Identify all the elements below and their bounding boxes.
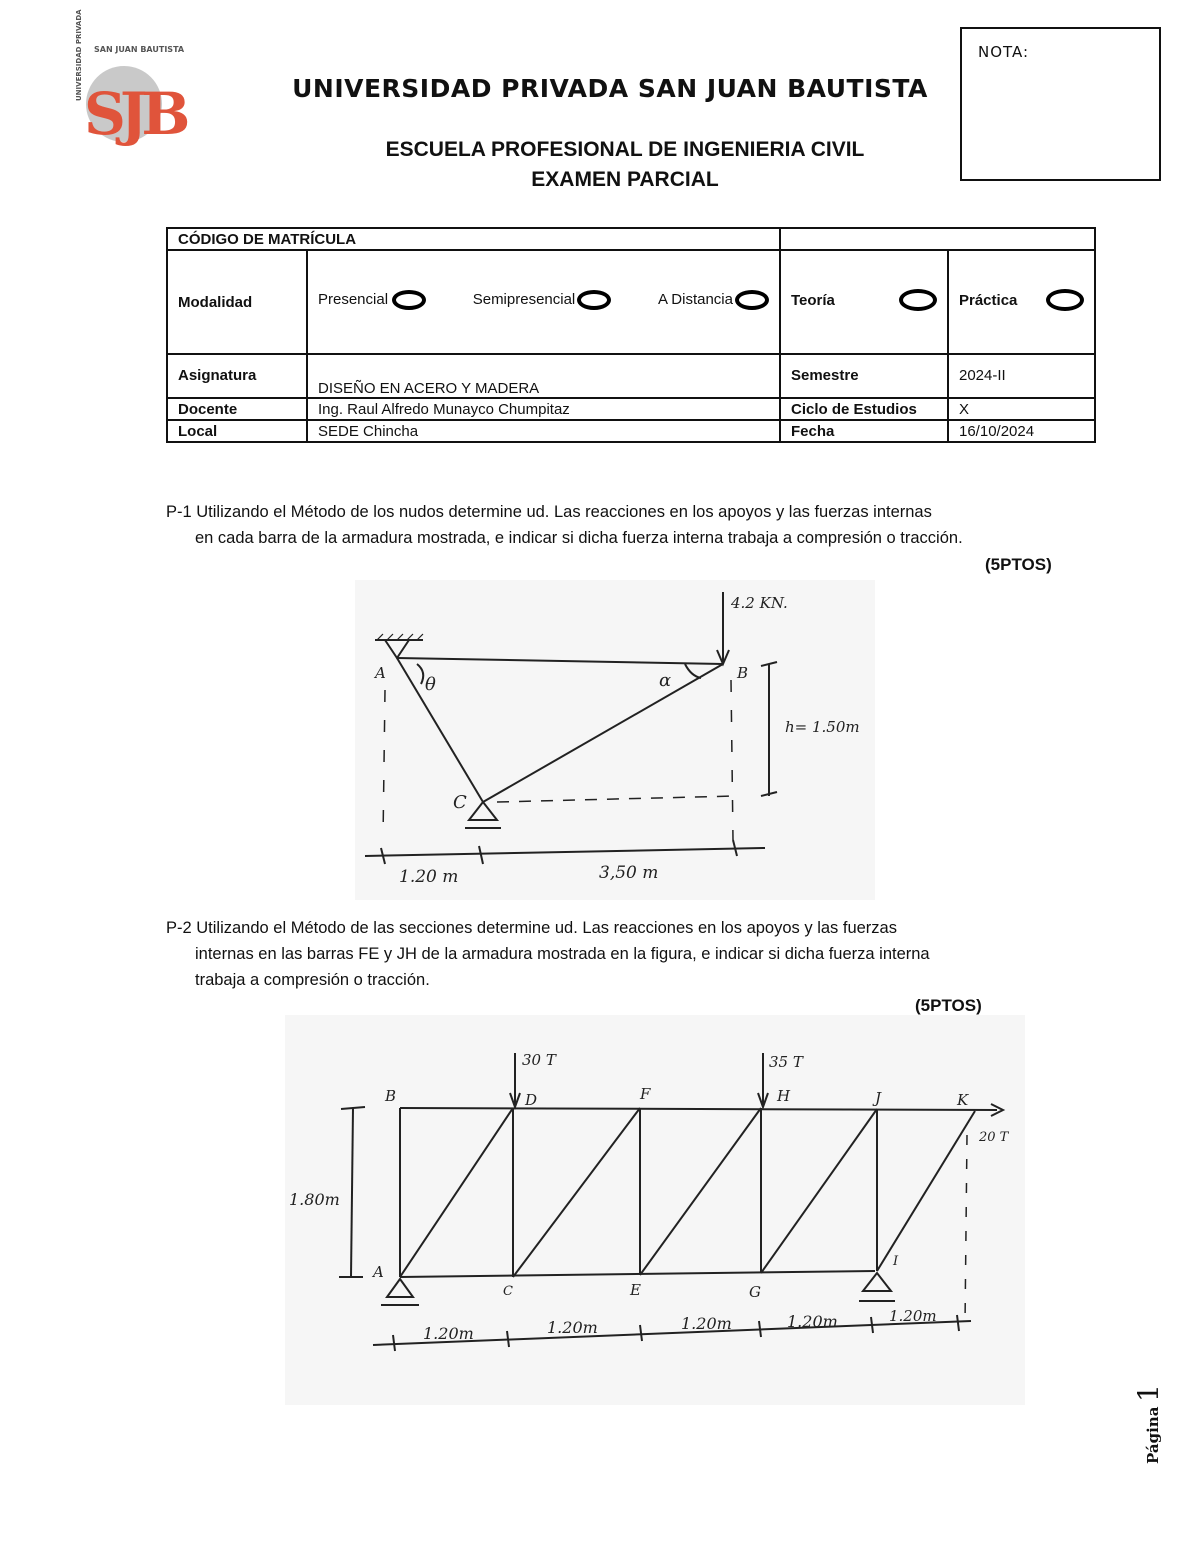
practica-oval[interactable] xyxy=(1046,289,1084,311)
distancia-option[interactable]: A Distancia xyxy=(658,290,769,310)
member-gj xyxy=(761,1109,877,1273)
height-label: 1.80m xyxy=(289,1190,340,1209)
roller-support-c xyxy=(469,802,497,820)
teoria-cell[interactable] xyxy=(780,250,948,354)
codigo-value-cell[interactable] xyxy=(780,228,1095,250)
p1-line1: P-1 Utilizando el Método de los nudos determine ud. Las reacciones en los apoyos y las fuerzas internas xyxy=(166,503,932,521)
member-ab xyxy=(397,658,723,664)
span-label-5: 1.20m xyxy=(889,1307,937,1325)
problem-1-text xyxy=(166,499,1086,551)
page-number xyxy=(1130,1380,1170,1470)
node-i-label: I xyxy=(893,1254,899,1269)
modalidad-label: Modalidad xyxy=(167,250,307,354)
logo-top-caption: SAN JUAN BAUTISTA xyxy=(94,45,185,54)
problem-2-text xyxy=(166,915,1086,993)
node-e-label: E xyxy=(630,1281,641,1299)
member-eh xyxy=(640,1108,761,1275)
node-c-label: C xyxy=(453,792,467,813)
local-value: SEDE Chincha xyxy=(307,420,780,442)
p2-points: (5PTOS) xyxy=(915,996,982,1015)
member-ik xyxy=(877,1111,975,1271)
node-j-label: J xyxy=(875,1089,882,1107)
angle-theta-arc xyxy=(417,664,423,684)
member-ac xyxy=(397,658,483,802)
span-tick-5 xyxy=(871,1317,873,1333)
exam-title: EXAMEN PARCIAL xyxy=(531,168,719,191)
height-label: h= 1.50m xyxy=(785,718,860,736)
span-tick-mid xyxy=(479,846,483,864)
fecha-label: Fecha xyxy=(780,420,948,442)
span-label-3: 1.20m xyxy=(681,1314,732,1333)
node-f-label: F xyxy=(640,1085,651,1103)
student-info-table xyxy=(166,227,1096,443)
semestre-label: Semestre xyxy=(780,354,948,398)
node-c-label: C xyxy=(503,1284,513,1299)
teoria-oval[interactable] xyxy=(899,289,937,311)
p1-points: (5PTOS) xyxy=(985,555,1052,574)
p2-line1: P-2 Utilizando el Método de las secciones determine ud. Las reacciones en los apoyos y las fuerzas xyxy=(166,919,897,937)
practica-cell[interactable] xyxy=(948,250,1095,354)
span-tick-4 xyxy=(759,1321,761,1337)
school-title: ESCUELA PROFESIONAL DE INGENIERIA CIVIL xyxy=(385,138,865,161)
load-label-b: 4.2 KN. xyxy=(731,594,788,612)
university-logo xyxy=(68,9,185,148)
node-h-label: H xyxy=(777,1087,791,1105)
semestre-value: 2024-II xyxy=(948,354,1095,398)
practica-label: Práctica xyxy=(959,291,1018,309)
presencial-option[interactable]: Presencial xyxy=(318,290,426,310)
modalidad-options xyxy=(307,250,780,354)
university-title: UNIVERSIDAD PRIVADA SAN JUAN BAUTISTA xyxy=(292,74,928,103)
span-tick-2 xyxy=(507,1331,509,1347)
docente-label: Docente xyxy=(167,398,307,420)
truss-figure-2 xyxy=(285,1015,1025,1405)
node-g-label: G xyxy=(749,1283,761,1301)
span-tick-1 xyxy=(393,1335,395,1351)
roller-support-i xyxy=(863,1273,891,1291)
guide-right-dashed xyxy=(965,1135,967,1325)
page-number-value: 1 xyxy=(1132,1384,1165,1402)
span-label-4: 1.20m xyxy=(787,1312,838,1331)
semipresencial-oval[interactable] xyxy=(577,290,611,310)
span-label-1: 1.20m xyxy=(423,1324,474,1343)
codigo-label: CÓDIGO DE MATRÍCULA xyxy=(167,228,780,250)
angle-alpha-label: α xyxy=(659,670,672,691)
p1-line2: en cada barra de la armadura mostrada, e indicar si dicha fuerza interna trabaja a compresión o tracción. xyxy=(195,529,963,547)
angle-theta-label: θ xyxy=(425,674,436,695)
height-tick-top xyxy=(341,1107,365,1109)
node-b-label: B xyxy=(385,1087,397,1105)
distancia-oval[interactable] xyxy=(735,290,769,310)
grade-label: NOTA: xyxy=(978,43,1030,61)
logo-side-caption: UNIVERSIDAD PRIVADA xyxy=(75,9,83,101)
node-a-label: A xyxy=(373,1263,384,1281)
span-tick-6 xyxy=(957,1315,959,1331)
asignatura-label: Asignatura xyxy=(167,354,307,398)
p2-line2: internas en las barras FE y JH de la armadura mostrada en la figura, e indicar si dicha fuerza interna xyxy=(195,945,930,963)
angle-alpha-arc xyxy=(685,664,701,678)
bottom-chord xyxy=(400,1271,875,1277)
guide-left-dashed xyxy=(383,690,385,840)
height-dimension-line xyxy=(351,1108,353,1277)
member-cf xyxy=(513,1108,640,1277)
ciclo-label: Ciclo de Estudios xyxy=(780,398,948,420)
span-label-2: 1.20m xyxy=(547,1318,598,1337)
docente-value: Ing. Raul Alfredo Munayco Chumpitaz xyxy=(307,398,780,420)
asignatura-value: DISEÑO EN ACERO Y MADERA xyxy=(307,354,780,398)
node-k-label: K xyxy=(957,1091,969,1109)
pin-support-a xyxy=(385,640,409,658)
teoria-label: Teoría xyxy=(791,291,835,309)
fecha-value: 16/10/2024 xyxy=(948,420,1095,442)
node-a-label: A xyxy=(375,664,386,682)
truss-figure-1 xyxy=(355,580,875,900)
grade-box[interactable] xyxy=(960,27,1161,181)
semipresencial-option[interactable]: Semipresencial xyxy=(473,290,612,310)
top-chord xyxy=(400,1108,997,1110)
span-tick-3 xyxy=(640,1325,642,1341)
load-label-h: 35 T xyxy=(769,1053,803,1071)
guide-bottom-dashed xyxy=(497,796,735,802)
local-label: Local xyxy=(167,420,307,442)
dim-right-label: 3,50 m xyxy=(599,863,659,883)
load-label-k: 20 T xyxy=(979,1130,1009,1145)
presencial-oval[interactable] xyxy=(392,290,426,310)
ciclo-value: X xyxy=(948,398,1095,420)
member-bc xyxy=(483,664,723,802)
span-dimension-line xyxy=(365,848,765,856)
logo-initials: SJB xyxy=(84,80,185,148)
pin-support-a xyxy=(387,1279,413,1297)
guide-right-dashed xyxy=(731,680,733,840)
p2-line3: trabaja a compresión o tracción. xyxy=(195,971,430,989)
page-label: Página xyxy=(1144,1406,1162,1464)
dim-left-label: 1.20 m xyxy=(399,867,459,887)
node-d-label: D xyxy=(525,1091,538,1109)
member-ad xyxy=(400,1108,513,1277)
node-b-label: B xyxy=(737,664,749,682)
load-label-d: 30 T xyxy=(522,1051,556,1069)
